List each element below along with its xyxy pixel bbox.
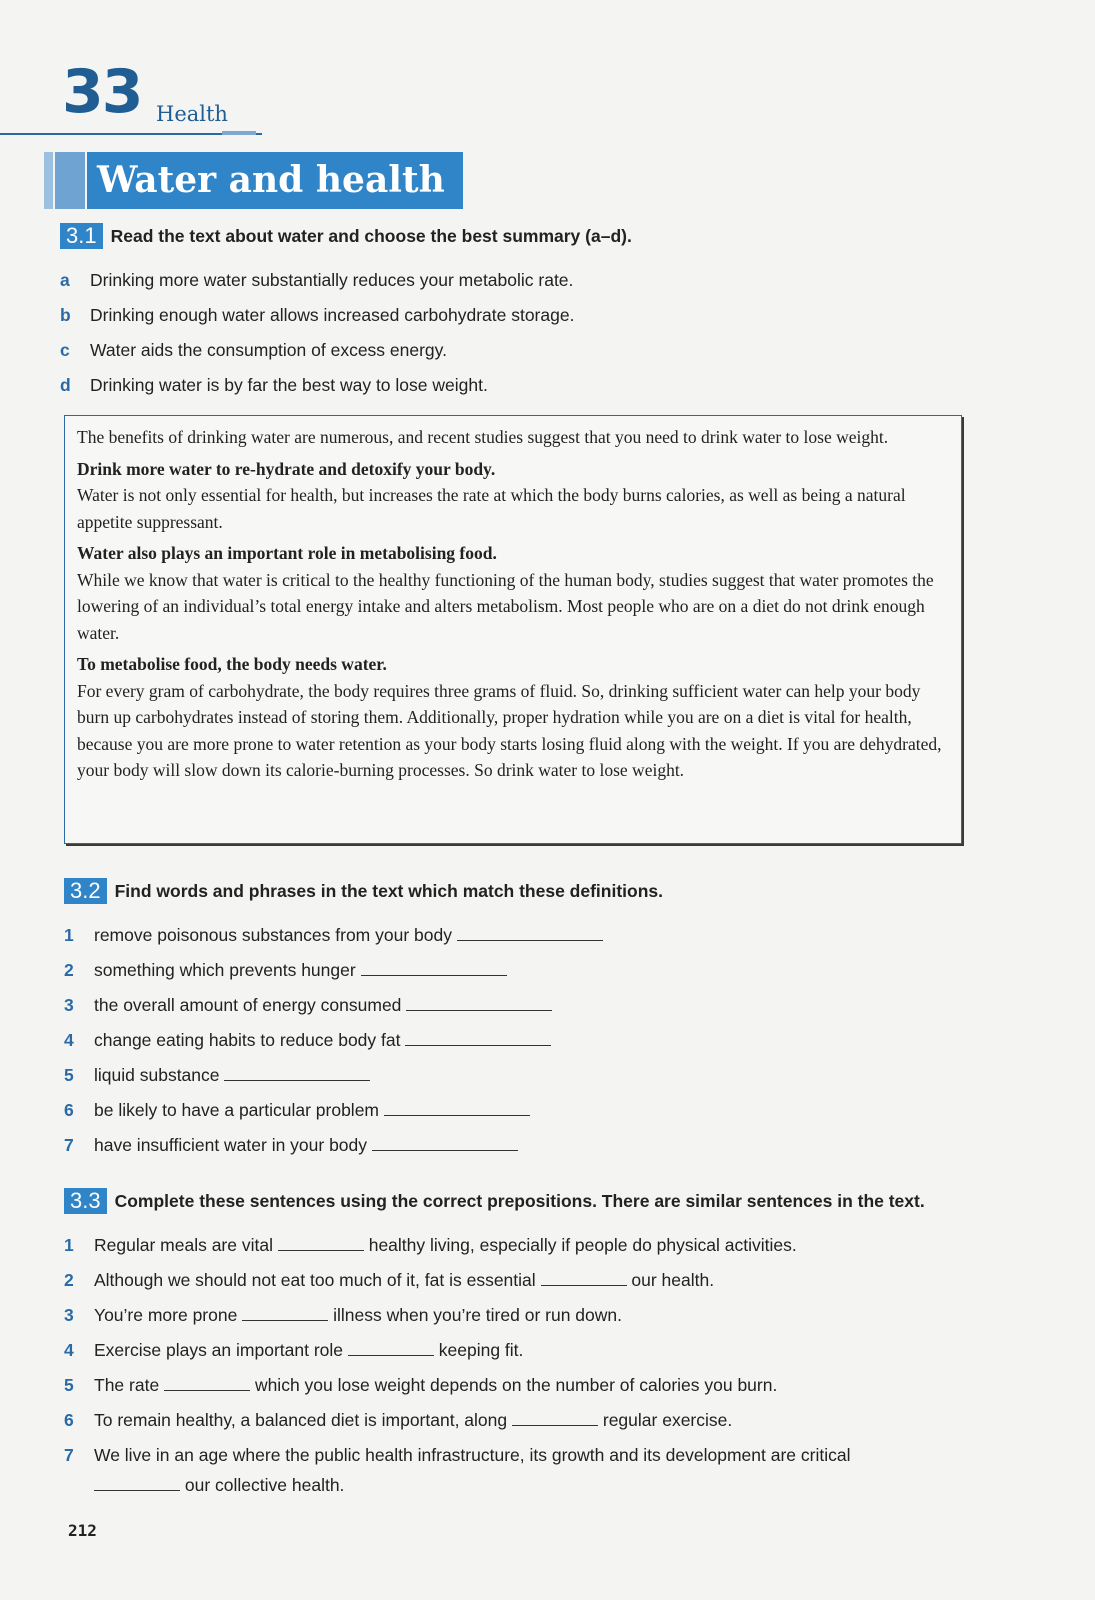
section-title: Water and health — [87, 152, 463, 209]
preposition-item — [64, 1410, 732, 1431]
option-text: Drinking more water substantially reduces your metabolic rate. — [90, 270, 574, 290]
definition-text: the overall amount of energy consumed — [94, 995, 402, 1015]
definition-item — [64, 1030, 551, 1051]
item-number: 4 — [64, 1030, 74, 1050]
answer-blank[interactable] — [512, 1411, 598, 1426]
definition-text: liquid substance — [94, 1065, 220, 1085]
exercise-3-2-heading — [64, 878, 663, 904]
definition-item — [64, 995, 552, 1016]
exercise-number: 3.1 — [60, 223, 103, 249]
item-number: 5 — [64, 1375, 74, 1395]
definition-item — [64, 1065, 370, 1086]
preposition-item — [64, 1305, 622, 1326]
answer-blank[interactable] — [372, 1136, 518, 1151]
sentence-end: illness when you’re tired or run down. — [333, 1305, 622, 1325]
exercise-instruction: Read the text about water and choose the best summary (a–d). — [110, 225, 632, 246]
exercise-instruction: Complete these sentences using the correct prepositions. There are similar sentences in the text. — [114, 1190, 925, 1211]
reading-paragraph: While we know that water is critical to the healthy functioning of the human body, studies suggest that water promotes the lowering of an individual’s total energy intake and alters metabolism. Most people who are on a diet do not drink enough water. — [77, 569, 934, 643]
page-number: 212 — [68, 1521, 97, 1540]
preposition-item — [64, 1375, 777, 1396]
sentence-end: which you lose weight depends on the number of calories you burn. — [254, 1375, 778, 1395]
exercise-number: 3.3 — [64, 1188, 107, 1214]
exercise-3-3-heading — [64, 1188, 925, 1214]
answer-blank[interactable] — [164, 1376, 250, 1391]
definition-item — [64, 960, 507, 981]
option-text: Drinking water is by far the best way to lose weight. — [90, 375, 488, 395]
option-text: Drinking enough water allows increased carbohydrate storage. — [90, 305, 575, 325]
exercise-instruction: Find words and phrases in the text which match these definitions. — [114, 880, 664, 901]
definition-text: remove poisonous substances from your body — [94, 925, 452, 945]
unit-topic: Health — [156, 102, 228, 126]
title-stripe — [55, 152, 85, 209]
option-letter: c — [60, 340, 70, 360]
answer-blank[interactable] — [94, 1476, 180, 1491]
item-number: 4 — [64, 1340, 74, 1360]
unit-number: 33 — [62, 57, 142, 127]
item-number: 1 — [64, 925, 74, 945]
title-stripe — [44, 152, 53, 209]
section-title-bar — [44, 152, 463, 209]
item-number: 1 — [64, 1235, 74, 1255]
reading-text-box — [64, 415, 962, 844]
definition-text: something which prevents hunger — [94, 960, 356, 980]
reading-heading: To metabolise food, the body needs water. — [77, 654, 387, 674]
answer-blank[interactable] — [361, 961, 507, 976]
sentence-start: Exercise plays an important role — [94, 1340, 343, 1360]
item-number: 2 — [64, 1270, 74, 1290]
answer-blank[interactable] — [457, 926, 603, 941]
answer-blank[interactable] — [384, 1101, 530, 1116]
item-number: 2 — [64, 960, 74, 980]
sentence-end: our collective health. — [184, 1475, 345, 1495]
option-text: Water aids the consumption of excess energy. — [90, 340, 447, 360]
definition-text: change eating habits to reduce body fat — [94, 1030, 401, 1050]
item-number: 6 — [64, 1100, 74, 1120]
definition-text: be likely to have a particular problem — [94, 1100, 380, 1120]
item-number: 3 — [64, 1305, 74, 1325]
sentence-start: We live in an age where the public health infrastructure, its growth and its development are critical — [94, 1445, 851, 1465]
preposition-item — [64, 1270, 714, 1291]
item-number: 3 — [64, 995, 74, 1015]
item-number: 7 — [64, 1445, 74, 1465]
exercise-number: 3.2 — [64, 878, 107, 904]
definition-item — [64, 1135, 518, 1156]
sentence-start: Regular meals are vital — [94, 1235, 273, 1255]
sentence-end: healthy living, especially if people do physical activities. — [368, 1235, 797, 1255]
item-number: 5 — [64, 1065, 74, 1085]
sentence-end: regular exercise. — [602, 1410, 733, 1430]
sentence-end: our health. — [631, 1270, 715, 1290]
sentence-start: The rate — [94, 1375, 160, 1395]
option-letter: b — [60, 305, 71, 325]
item-number: 7 — [64, 1135, 74, 1155]
answer-blank[interactable] — [224, 1066, 370, 1081]
definition-item — [64, 925, 603, 946]
sentence-start: You’re more prone — [94, 1305, 238, 1325]
summary-option-b — [60, 305, 574, 326]
preposition-item-continued — [94, 1475, 344, 1496]
reading-heading: Water also plays an important role in metabolising food. — [77, 543, 497, 563]
summary-option-a — [60, 270, 573, 291]
summary-option-d — [60, 375, 488, 396]
definition-text: have insufficient water in your body — [94, 1135, 368, 1155]
sentence-start: Although we should not eat too much of it, fat is essential — [94, 1270, 536, 1290]
option-letter: d — [60, 375, 71, 395]
preposition-item — [64, 1340, 523, 1361]
answer-blank[interactable] — [242, 1306, 328, 1321]
unit-rule-accent — [222, 131, 256, 135]
answer-blank[interactable] — [348, 1341, 434, 1356]
reading-intro: The benefits of drinking water are numerous, and recent studies suggest that you need to drink water to lose weight. — [77, 427, 889, 447]
reading-heading: Drink more water to re-hydrate and detoxify your body. — [77, 458, 496, 479]
reading-paragraph: For every gram of carbohydrate, the body requires three grams of fluid. So, drinking sufficient water can help your body burn up carbohydrates instead of storing them. Additionally, proper hydration while you are on a diet is vital for health, because you are more prone to water retention as your body starts losing fluid along with the weight. If you are dehydrated, your body will slow down its calorie-burning processes. So drink water to lose weight. — [77, 680, 942, 780]
reading-paragraph: Water is not only essential for health, but increases the rate at which the body burns calories, as well as being a natural appetite suppressant. — [77, 485, 906, 532]
sentence-end: keeping fit. — [438, 1340, 524, 1360]
definition-item — [64, 1100, 530, 1121]
sentence-start: To remain healthy, a balanced diet is important, along — [94, 1410, 508, 1430]
preposition-item — [64, 1445, 850, 1466]
answer-blank[interactable] — [405, 1031, 551, 1046]
answer-blank[interactable] — [406, 996, 552, 1011]
option-letter: a — [60, 270, 70, 290]
preposition-item — [64, 1235, 797, 1256]
summary-option-c — [60, 340, 447, 361]
answer-blank[interactable] — [541, 1271, 627, 1286]
exercise-3-1-heading — [60, 223, 632, 249]
answer-blank[interactable] — [278, 1236, 364, 1251]
item-number: 6 — [64, 1410, 74, 1430]
